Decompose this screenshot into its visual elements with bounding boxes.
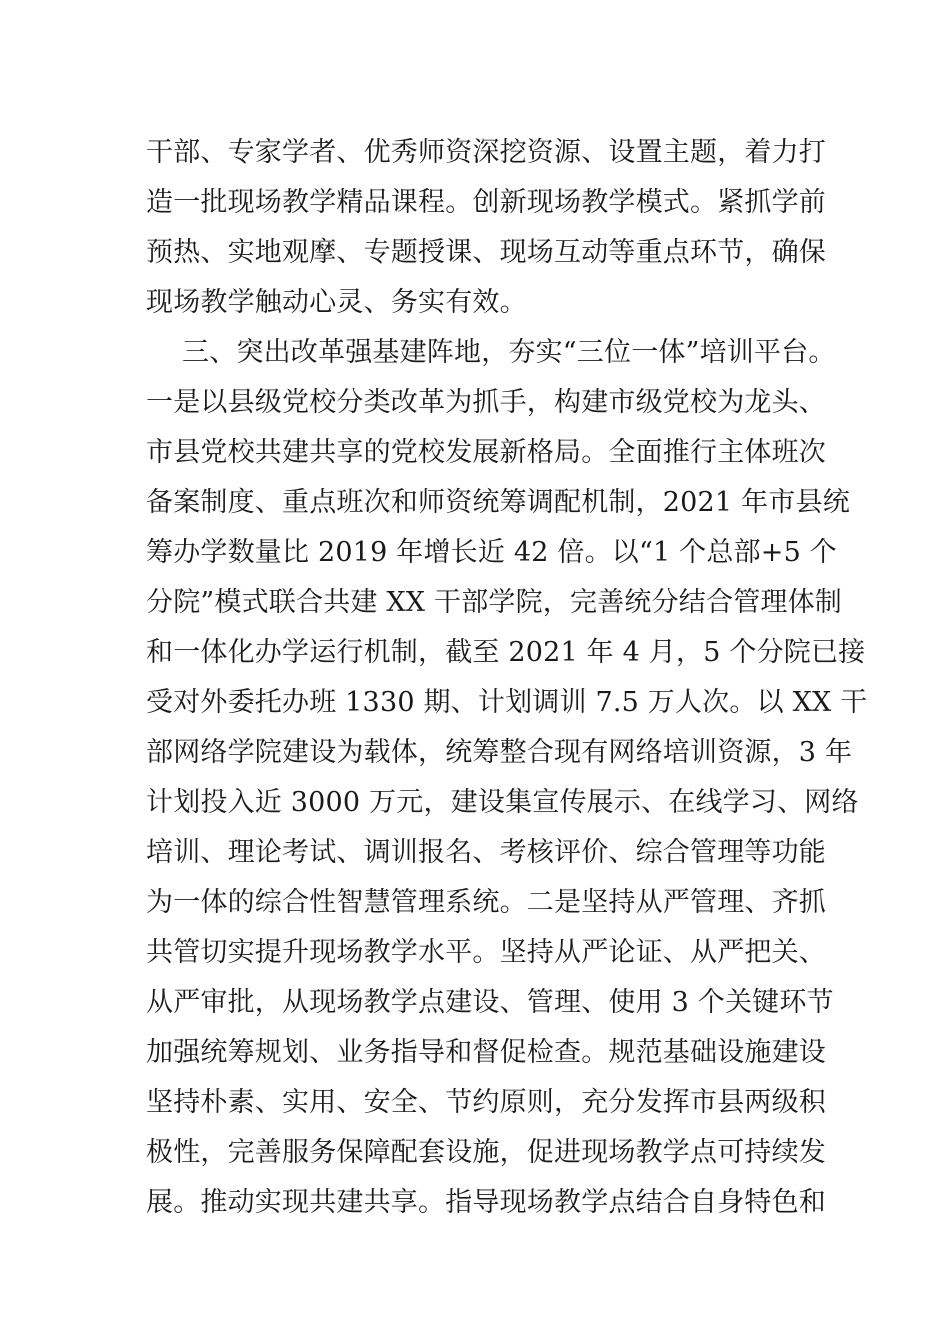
text-line-2: 造一批现场教学精品课程。创新现场教学模式。紧抓学前 xyxy=(146,187,826,218)
text-line-1: 干部、专家学者、优秀师资深挖资源、设置主题，着力打 xyxy=(146,137,826,168)
text-line-21: 极性，完善服务保障配套设施，促进现场教学点可持续发 xyxy=(146,1137,826,1168)
text-line-3: 预热、实地观摩、专题授课、现场互动等重点环节，确保 xyxy=(146,237,826,268)
text-line-18: 从严审批，从现场教学点建设、管理、使用 3 个关键环节 xyxy=(146,987,834,1018)
text-line-16: 为一体的综合性智慧管理系统。二是坚持从严管理、齐抓 xyxy=(146,887,826,918)
text-line-8: 备案制度、重点班次和师资统筹调配机制，2021 年市县统 xyxy=(146,487,850,518)
text-line-19: 加强统筹规划、业务指导和督促检查。规范基础设施建设 xyxy=(146,1037,826,1068)
text-line-12: 受对外委托办班 1330 期、计划调训 7.5 万人次。以 XX 干 xyxy=(146,687,868,718)
text-line-11: 和一体化办学运行机制，截至 2021 年 4 月，5 个分院已接 xyxy=(146,637,866,668)
text-line-15: 培训、理论考试、调训报名、考核评价、综合管理等功能 xyxy=(146,837,826,868)
section-heading-line: 三、突出改革强基建阵地，夯实“三位一体”培训平台。 xyxy=(182,337,836,368)
text-line-20: 坚持朴素、实用、安全、节约原则，充分发挥市县两级积 xyxy=(146,1087,826,1118)
text-line-4: 现场教学触动心灵、务实有效。 xyxy=(146,287,527,318)
text-line-14: 计划投入近 3000 万元，建设集宣传展示、在线学习、网络 xyxy=(146,787,859,818)
text-line-9: 筹办学数量比 2019 年增长近 42 倍。以“1 个总部+5 个 xyxy=(146,537,837,568)
text-line-13: 部网络学院建设为载体，统筹整合现有网络培训资源，3 年 xyxy=(146,737,853,768)
text-line-22: 展。推动实现共建共享。指导现场教学点结合自身特色和 xyxy=(146,1187,826,1218)
text-line-6: 一是以县级党校分类改革为抓手，构建市级党校为龙头、 xyxy=(146,387,826,418)
text-line-17: 共管切实提升现场教学水平。坚持从严论证、从严把关、 xyxy=(146,937,826,968)
text-line-7: 市县党校共建共享的党校发展新格局。全面推行主体班次 xyxy=(146,437,826,468)
text-line-10: 分院”模式联合共建 XX 干部学院，完善统分结合管理体制 xyxy=(146,587,843,618)
